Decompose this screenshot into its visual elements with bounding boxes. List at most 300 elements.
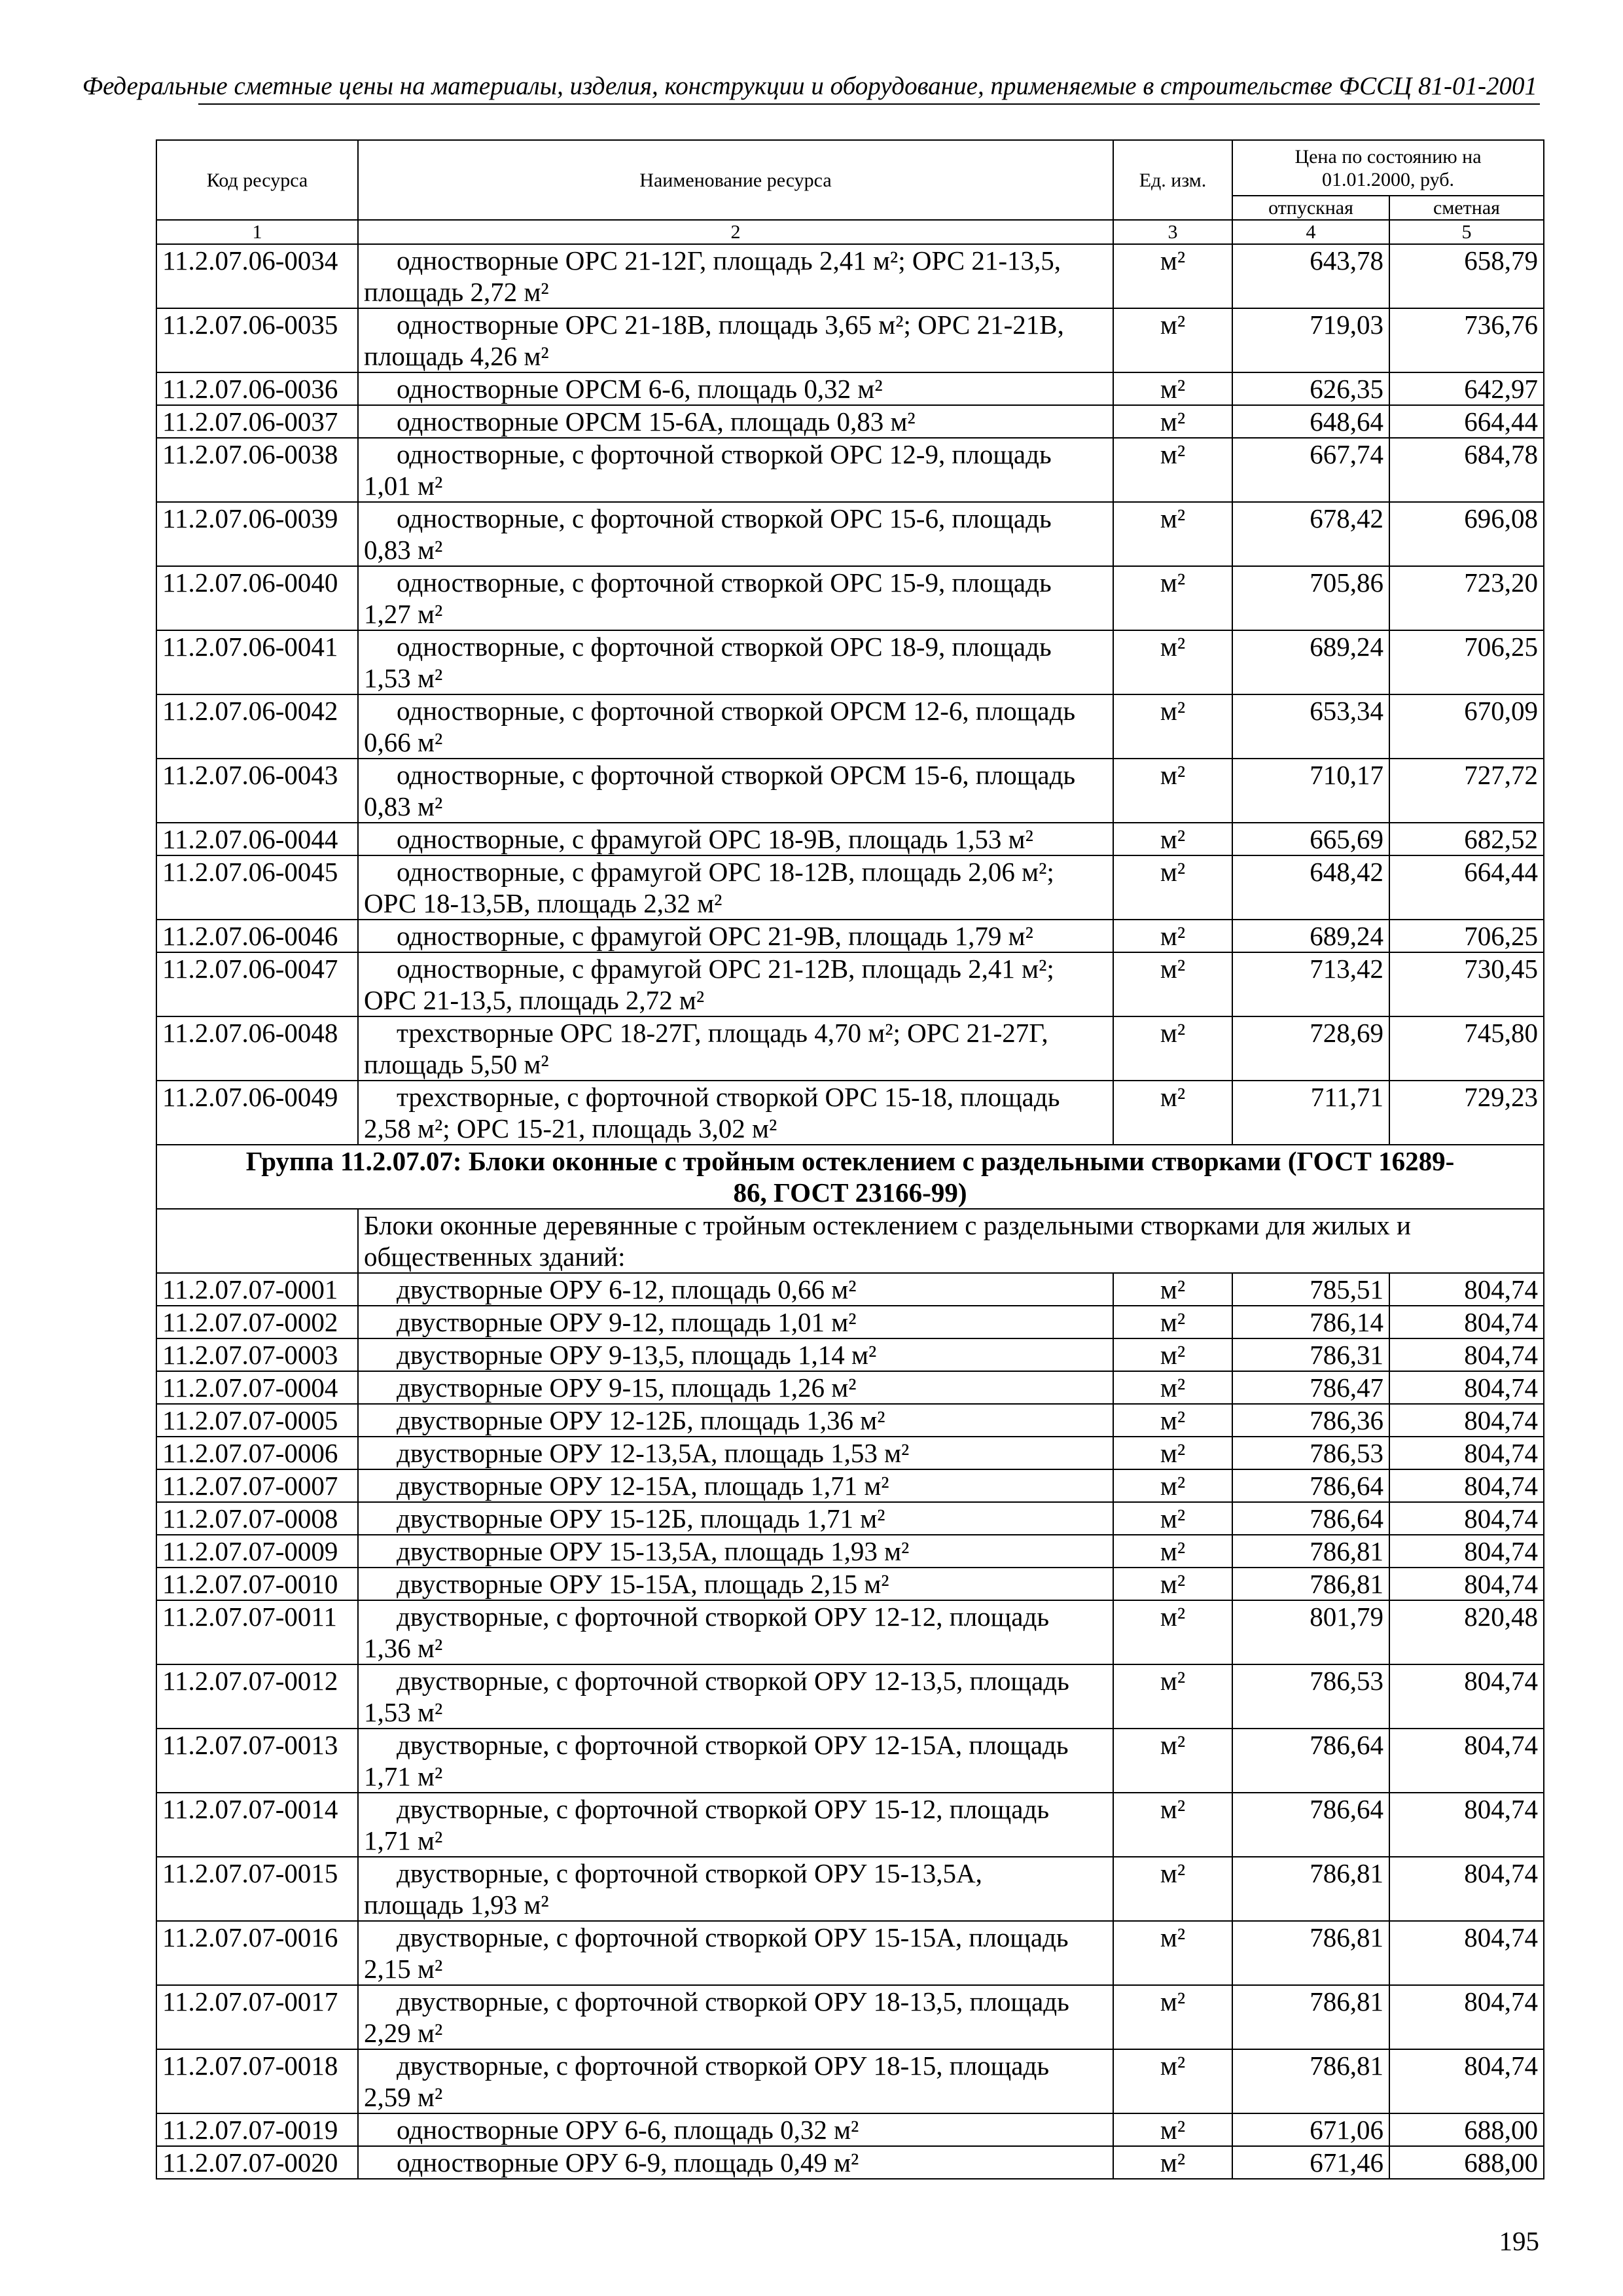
- resource-code-cell: 11.2.07.06-0034: [156, 244, 358, 308]
- column-header-release-price: отпускная: [1232, 196, 1389, 220]
- unit-cell: м²: [1113, 1793, 1232, 1857]
- header-rule: [198, 103, 1540, 105]
- resource-name-line: 0,83 м²: [364, 791, 443, 821]
- estimate-price-cell: 729,23: [1389, 1081, 1544, 1145]
- estimate-price-cell: 727,72: [1389, 759, 1544, 823]
- resource-name-line: двустворные, с форточной створкой ОРУ 12-13,5, площадь: [397, 1666, 1069, 1696]
- estimate-price-cell: 804,74: [1389, 1437, 1544, 1469]
- estimate-price-cell: 658,79: [1389, 244, 1544, 308]
- estimate-price-cell: 804,74: [1389, 1729, 1544, 1793]
- unit-cell: м²: [1113, 1664, 1232, 1729]
- group-note-line: Блоки оконные деревянные с тройным остеклением с раздельными створками для жилых и: [364, 1210, 1411, 1240]
- unit-cell: м²: [1113, 855, 1232, 920]
- resource-code-cell: 11.2.07.06-0045: [156, 855, 358, 920]
- resource-code-cell: 11.2.07.07-0007: [156, 1469, 358, 1502]
- group-heading-row: [156, 1145, 1544, 1209]
- unit-cell: м²: [1113, 1921, 1232, 1985]
- resource-name-cell: [358, 1502, 1113, 1535]
- release-price-cell: 653,34: [1232, 694, 1389, 759]
- resource-name-cell: [358, 1985, 1113, 2049]
- resource-name-line: площадь 4,26 м²: [364, 341, 549, 371]
- estimate-price-cell: 804,74: [1389, 1857, 1544, 1921]
- resource-name-cell: [358, 502, 1113, 566]
- price-group-line: Цена по состоянию на: [1294, 145, 1482, 168]
- unit-cell: м²: [1113, 1985, 1232, 2049]
- resource-price-table: [156, 139, 1544, 2179]
- resource-name-cell: [358, 1535, 1113, 1568]
- estimate-price-cell: 730,45: [1389, 952, 1544, 1016]
- estimate-price-cell: 804,74: [1389, 1338, 1544, 1371]
- unit-cell: м²: [1113, 1600, 1232, 1664]
- resource-code-cell: 11.2.07.06-0041: [156, 630, 358, 694]
- resource-code-cell: 11.2.07.06-0043: [156, 759, 358, 823]
- unit-cell: м²: [1113, 405, 1232, 438]
- table-body: [156, 244, 1544, 2179]
- unit-cell: м²: [1113, 308, 1232, 372]
- resource-name-line: двустворные ОРУ 6-12, площадь 0,66 м²: [397, 1274, 857, 1304]
- resource-code-cell: 11.2.07.06-0040: [156, 566, 358, 630]
- resource-name-line: одностворные ОРСМ 6-6, площадь 0,32 м²: [397, 374, 883, 404]
- resource-name-cell: [358, 1729, 1113, 1793]
- table-row: [156, 1985, 1544, 2049]
- unit-cell: м²: [1113, 823, 1232, 855]
- resource-name-line: одностворные, с форточной створкой ОРС 18-9, площадь: [397, 632, 1052, 662]
- unit-cell: м²: [1113, 2049, 1232, 2113]
- resource-name-line: двустворные ОРУ 15-15А, площадь 2,15 м²: [397, 1569, 889, 1599]
- unit-cell: м²: [1113, 1306, 1232, 1338]
- resource-name-cell: [358, 2049, 1113, 2113]
- resource-name-line: 2,59 м²: [364, 2082, 443, 2112]
- resource-name-line: одностворные, с форточной створкой ОРСМ 12-6, площадь: [397, 696, 1076, 726]
- estimate-price-cell: 670,09: [1389, 694, 1544, 759]
- unit-cell: м²: [1113, 630, 1232, 694]
- unit-cell: м²: [1113, 2113, 1232, 2146]
- table-header: [156, 140, 1544, 244]
- estimate-price-cell: 664,44: [1389, 405, 1544, 438]
- resource-name-line: площадь 1,93 м²: [364, 1890, 549, 1920]
- resource-name-cell: [358, 1404, 1113, 1437]
- group-heading-line: Группа 11.2.07.07: Блоки оконные с тройным остеклением с раздельными створками (ГОСТ 16289-: [245, 1146, 1455, 1176]
- resource-name-line: одностворные, с форточной створкой ОРС 12-9, площадь: [397, 439, 1052, 469]
- table-row: [156, 1664, 1544, 1729]
- resource-code-cell: 11.2.07.07-0015: [156, 1857, 358, 1921]
- resource-code-cell: 11.2.07.07-0006: [156, 1437, 358, 1469]
- column-header-estimate-price: сметная: [1389, 196, 1544, 220]
- release-price-cell: 786,53: [1232, 1664, 1389, 1729]
- release-price-cell: 705,86: [1232, 566, 1389, 630]
- estimate-price-cell: 804,74: [1389, 1793, 1544, 1857]
- release-price-cell: 678,42: [1232, 502, 1389, 566]
- resource-name-line: двустворные, с форточной створкой ОРУ 18-15, площадь: [397, 2051, 1050, 2081]
- release-price-cell: 786,31: [1232, 1338, 1389, 1371]
- resource-name-cell: [358, 438, 1113, 502]
- resource-name-cell: [358, 244, 1113, 308]
- group-note-line: общественных зданий:: [364, 1242, 626, 1272]
- resource-name-cell: [358, 1273, 1113, 1306]
- resource-code-cell: 11.2.07.07-0018: [156, 2049, 358, 2113]
- resource-name-cell: [358, 1857, 1113, 1921]
- estimate-price-cell: 723,20: [1389, 566, 1544, 630]
- estimate-price-cell: 804,74: [1389, 1921, 1544, 1985]
- release-price-cell: 786,64: [1232, 1729, 1389, 1793]
- page-number: 195: [1499, 2226, 1539, 2256]
- unit-cell: м²: [1113, 244, 1232, 308]
- resource-code-cell: 11.2.07.07-0002: [156, 1306, 358, 1338]
- unit-cell: м²: [1113, 1857, 1232, 1921]
- release-price-cell: 786,47: [1232, 1371, 1389, 1404]
- column-number: 1: [156, 220, 358, 244]
- resource-code-cell: 11.2.07.07-0013: [156, 1729, 358, 1793]
- resource-name-cell: [358, 1793, 1113, 1857]
- release-price-cell: 786,81: [1232, 2049, 1389, 2113]
- unit-cell: м²: [1113, 1404, 1232, 1437]
- release-price-cell: 785,51: [1232, 1273, 1389, 1306]
- table-row: [156, 1793, 1544, 1857]
- release-price-cell: 786,81: [1232, 1535, 1389, 1568]
- resource-name-line: трехстворные ОРС 18-27Г, площадь 4,70 м²; ОРС 21-27Г,: [397, 1018, 1048, 1048]
- resource-code-cell: 11.2.07.06-0049: [156, 1081, 358, 1145]
- resource-name-line: одностворные, с форточной створкой ОРС 15-6, площадь: [397, 503, 1052, 533]
- resource-name-cell: [358, 823, 1113, 855]
- resource-name-line: одностворные ОРС 21-18В, площадь 3,65 м²; ОРС 21-21В,: [397, 310, 1064, 340]
- release-price-cell: 689,24: [1232, 630, 1389, 694]
- resource-code-cell: 11.2.07.06-0042: [156, 694, 358, 759]
- estimate-price-cell: 804,74: [1389, 1273, 1544, 1306]
- resource-code-cell: 11.2.07.07-0008: [156, 1502, 358, 1535]
- resource-code-cell: 11.2.07.07-0004: [156, 1371, 358, 1404]
- release-price-cell: 786,81: [1232, 1857, 1389, 1921]
- resource-name-line: 1,53 м²: [364, 1697, 443, 1727]
- resource-code-cell: 11.2.07.06-0047: [156, 952, 358, 1016]
- release-price-cell: 786,36: [1232, 1404, 1389, 1437]
- table-row: [156, 1600, 1544, 1664]
- resource-name-line: одностворные ОРУ 6-6, площадь 0,32 м²: [397, 2115, 859, 2145]
- table-row: [156, 244, 1544, 308]
- table-row: [156, 438, 1544, 502]
- resource-name-line: двустворные, с форточной створкой ОРУ 15-12, площадь: [397, 1794, 1050, 1824]
- resource-name-cell: [358, 630, 1113, 694]
- release-price-cell: 665,69: [1232, 823, 1389, 855]
- resource-name-line: трехстворные, с форточной створкой ОРС 15-18, площадь: [397, 1082, 1060, 1112]
- resource-code-cell: 11.2.07.07-0009: [156, 1535, 358, 1568]
- resource-name-line: 1,01 м²: [364, 471, 443, 501]
- release-price-cell: 689,24: [1232, 920, 1389, 952]
- resource-code-cell: 11.2.07.07-0019: [156, 2113, 358, 2146]
- release-price-cell: 786,64: [1232, 1793, 1389, 1857]
- release-price-cell: 786,64: [1232, 1502, 1389, 1535]
- table-row: [156, 308, 1544, 372]
- estimate-price-cell: 664,44: [1389, 855, 1544, 920]
- resource-code-cell: 11.2.07.06-0037: [156, 405, 358, 438]
- estimate-price-cell: 804,74: [1389, 1404, 1544, 1437]
- release-price-cell: 648,42: [1232, 855, 1389, 920]
- table-row: [156, 1469, 1544, 1502]
- release-price-cell: 719,03: [1232, 308, 1389, 372]
- column-header-price-group: [1232, 140, 1544, 196]
- resource-name-line: 2,15 м²: [364, 1954, 443, 1984]
- table-row: [156, 1081, 1544, 1145]
- table-row: [156, 1306, 1544, 1338]
- group-heading-cell: [156, 1145, 1544, 1209]
- column-header-unit: Ед. изм.: [1113, 140, 1232, 220]
- resource-code-cell: 11.2.07.07-0016: [156, 1921, 358, 1985]
- resource-name-line: одностворные ОРУ 6-9, площадь 0,49 м²: [397, 2147, 859, 2178]
- resource-code-cell: 11.2.07.07-0017: [156, 1985, 358, 2049]
- resource-name-cell: [358, 566, 1113, 630]
- table-row: [156, 2146, 1544, 2179]
- unit-cell: м²: [1113, 759, 1232, 823]
- unit-cell: м²: [1113, 1371, 1232, 1404]
- column-header-code: Код ресурса: [156, 140, 358, 220]
- resource-name-line: 0,66 м²: [364, 727, 443, 757]
- table-row: [156, 1338, 1544, 1371]
- unit-cell: м²: [1113, 1502, 1232, 1535]
- release-price-cell: 667,74: [1232, 438, 1389, 502]
- table-row: [156, 1273, 1544, 1306]
- resource-code-cell: 11.2.07.06-0038: [156, 438, 358, 502]
- resource-name-line: двустворные, с форточной створкой ОРУ 18-13,5, площадь: [397, 1986, 1069, 2017]
- resource-code-cell: 11.2.07.07-0012: [156, 1664, 358, 1729]
- resource-name-line: ОРС 18-13,5В, площадь 2,32 м²: [364, 888, 722, 918]
- release-price-cell: 786,53: [1232, 1437, 1389, 1469]
- resource-name-line: двустворные ОРУ 9-12, площадь 1,01 м²: [397, 1307, 857, 1337]
- resource-code-cell: 11.2.07.07-0011: [156, 1600, 358, 1664]
- unit-cell: м²: [1113, 372, 1232, 405]
- table-row: [156, 1404, 1544, 1437]
- column-number: 2: [358, 220, 1113, 244]
- estimate-price-cell: 804,74: [1389, 1469, 1544, 1502]
- resource-code-cell: 11.2.07.07-0003: [156, 1338, 358, 1371]
- release-price-cell: 786,81: [1232, 1921, 1389, 1985]
- table-row: [156, 1437, 1544, 1469]
- resource-name-line: одностворные, с фрамугой ОРС 21-12В, площадь 2,41 м²;: [397, 954, 1054, 984]
- resource-name-cell: [358, 694, 1113, 759]
- release-price-cell: 728,69: [1232, 1016, 1389, 1081]
- estimate-price-cell: 706,25: [1389, 630, 1544, 694]
- release-price-cell: 713,42: [1232, 952, 1389, 1016]
- release-price-cell: 710,17: [1232, 759, 1389, 823]
- running-header: Федеральные сметные цены на материалы, изделия, конструкции и оборудование, применяемые в строительстве ФССЦ 81-01-2001: [82, 72, 1537, 100]
- price-group-line: 01.01.2000, руб.: [1322, 168, 1454, 190]
- resource-code-cell: 11.2.07.06-0048: [156, 1016, 358, 1081]
- release-price-cell: 786,81: [1232, 1985, 1389, 2049]
- resource-name-cell: [358, 1081, 1113, 1145]
- resource-name-cell: [358, 855, 1113, 920]
- group-note-cell: [358, 1209, 1544, 1273]
- resource-name-line: двустворные ОРУ 12-13,5А, площадь 1,53 м²: [397, 1438, 910, 1468]
- release-price-cell: 786,81: [1232, 1568, 1389, 1600]
- resource-name-cell: [358, 1338, 1113, 1371]
- estimate-price-cell: 682,52: [1389, 823, 1544, 855]
- resource-name-line: двустворные, с форточной створкой ОРУ 15-15А, площадь: [397, 1922, 1069, 1952]
- resource-name-line: 1,53 м²: [364, 663, 443, 693]
- release-price-cell: 648,64: [1232, 405, 1389, 438]
- column-number: 5: [1389, 220, 1544, 244]
- release-price-cell: 786,14: [1232, 1306, 1389, 1338]
- group-note-row: [156, 1209, 1544, 1273]
- estimate-price-cell: 706,25: [1389, 920, 1544, 952]
- resource-name-line: ОРС 21-13,5, площадь 2,72 м²: [364, 985, 705, 1015]
- resource-name-line: одностворные, с форточной створкой ОРСМ 15-6, площадь: [397, 760, 1076, 790]
- resource-name-line: площадь 5,50 м²: [364, 1049, 549, 1079]
- resource-name-line: двустворные ОРУ 15-13,5А, площадь 1,93 м²: [397, 1536, 910, 1566]
- unit-cell: м²: [1113, 566, 1232, 630]
- resource-name-line: двустворные ОРУ 12-15А, площадь 1,71 м²: [397, 1471, 889, 1501]
- unit-cell: м²: [1113, 920, 1232, 952]
- unit-cell: м²: [1113, 502, 1232, 566]
- table-row: [156, 1535, 1544, 1568]
- estimate-price-cell: 688,00: [1389, 2146, 1544, 2179]
- group-heading-line: 86, ГОСТ 23166-99): [733, 1177, 967, 1208]
- resource-name-cell: [358, 920, 1113, 952]
- column-number: 4: [1232, 220, 1389, 244]
- release-price-cell: 786,64: [1232, 1469, 1389, 1502]
- table-row: [156, 694, 1544, 759]
- estimate-price-cell: 804,74: [1389, 1568, 1544, 1600]
- resource-name-line: 1,71 м²: [364, 1825, 443, 1856]
- resource-name-line: одностворные, с фрамугой ОРС 18-9В, площадь 1,53 м²: [397, 824, 1033, 854]
- table-row: [156, 1502, 1544, 1535]
- table-row: [156, 630, 1544, 694]
- resource-name-cell: [358, 759, 1113, 823]
- resource-name-cell: [358, 1371, 1113, 1404]
- table-row: [156, 2049, 1544, 2113]
- unit-cell: м²: [1113, 1568, 1232, 1600]
- resource-name-line: одностворные ОРС 21-12Г, площадь 2,41 м²; ОРС 21-13,5,: [397, 245, 1061, 276]
- estimate-price-cell: 804,74: [1389, 1664, 1544, 1729]
- unit-cell: м²: [1113, 694, 1232, 759]
- table-row: [156, 920, 1544, 952]
- table-row: [156, 759, 1544, 823]
- table-row: [156, 1857, 1544, 1921]
- resource-name-line: двустворные, с форточной створкой ОРУ 12-12, площадь: [397, 1602, 1050, 1632]
- release-price-cell: 671,06: [1232, 2113, 1389, 2146]
- table-row: [156, 405, 1544, 438]
- estimate-price-cell: 642,97: [1389, 372, 1544, 405]
- resource-name-cell: [358, 405, 1113, 438]
- resource-name-line: 1,27 м²: [364, 599, 443, 629]
- resource-name-line: 2,58 м²; ОРС 15-21, площадь 3,02 м²: [364, 1113, 777, 1143]
- table-row: [156, 1568, 1544, 1600]
- release-price-cell: 711,71: [1232, 1081, 1389, 1145]
- column-number-row: [156, 220, 1544, 244]
- resource-code-cell: 11.2.07.06-0044: [156, 823, 358, 855]
- release-price-cell: 643,78: [1232, 244, 1389, 308]
- resource-name-cell: [358, 1921, 1113, 1985]
- release-price-cell: 671,46: [1232, 2146, 1389, 2179]
- resource-name-line: 1,71 м²: [364, 1761, 443, 1791]
- resource-code-cell: 11.2.07.06-0046: [156, 920, 358, 952]
- resource-name-line: двустворные, с форточной створкой ОРУ 15-13,5А,: [397, 1858, 982, 1888]
- table-row: [156, 566, 1544, 630]
- resource-name-cell: [358, 372, 1113, 405]
- estimate-price-cell: 736,76: [1389, 308, 1544, 372]
- resource-name-line: двустворные ОРУ 15-12Б, площадь 1,71 м²: [397, 1503, 885, 1534]
- resource-name-line: одностворные, с форточной створкой ОРС 15-9, площадь: [397, 567, 1052, 598]
- unit-cell: м²: [1113, 1729, 1232, 1793]
- resource-name-cell: [358, 1306, 1113, 1338]
- resource-name-line: 0,83 м²: [364, 535, 443, 565]
- resource-name-line: одностворные, с фрамугой ОРС 21-9В, площадь 1,79 м²: [397, 921, 1033, 951]
- table-row: [156, 1371, 1544, 1404]
- empty-code-cell: [156, 1209, 358, 1273]
- table-row: [156, 1921, 1544, 1985]
- unit-cell: м²: [1113, 1016, 1232, 1081]
- resource-name-line: двустворные ОРУ 9-15, площадь 1,26 м²: [397, 1372, 857, 1403]
- resource-code-cell: 11.2.07.06-0036: [156, 372, 358, 405]
- unit-cell: м²: [1113, 952, 1232, 1016]
- resource-code-cell: 11.2.07.06-0035: [156, 308, 358, 372]
- release-price-cell: 626,35: [1232, 372, 1389, 405]
- resource-code-cell: 11.2.07.07-0005: [156, 1404, 358, 1437]
- unit-cell: м²: [1113, 1437, 1232, 1469]
- estimate-price-cell: 804,74: [1389, 1371, 1544, 1404]
- resource-name-line: площадь 2,72 м²: [364, 277, 549, 307]
- unit-cell: м²: [1113, 2146, 1232, 2179]
- resource-name-cell: [358, 1664, 1113, 1729]
- resource-name-cell: [358, 1437, 1113, 1469]
- unit-cell: м²: [1113, 1273, 1232, 1306]
- estimate-price-cell: 804,74: [1389, 1535, 1544, 1568]
- resource-code-cell: 11.2.07.06-0039: [156, 502, 358, 566]
- unit-cell: м²: [1113, 1081, 1232, 1145]
- estimate-price-cell: 804,74: [1389, 1502, 1544, 1535]
- resource-name-cell: [358, 308, 1113, 372]
- resource-name-cell: [358, 1016, 1113, 1081]
- resource-code-cell: 11.2.07.07-0001: [156, 1273, 358, 1306]
- header-row: [156, 140, 1544, 196]
- column-header-name: Наименование ресурса: [358, 140, 1113, 220]
- resource-code-cell: 11.2.07.07-0020: [156, 2146, 358, 2179]
- unit-cell: м²: [1113, 1535, 1232, 1568]
- resource-name-line: 2,29 м²: [364, 2018, 443, 2048]
- table-row: [156, 855, 1544, 920]
- column-number: 3: [1113, 220, 1232, 244]
- resource-name-line: одностворные ОРСМ 15-6А, площадь 0,83 м²: [397, 406, 916, 437]
- resource-name-cell: [358, 2113, 1113, 2146]
- estimate-price-cell: 684,78: [1389, 438, 1544, 502]
- estimate-price-cell: 696,08: [1389, 502, 1544, 566]
- estimate-price-cell: 745,80: [1389, 1016, 1544, 1081]
- table-row: [156, 823, 1544, 855]
- estimate-price-cell: 820,48: [1389, 1600, 1544, 1664]
- table-row: [156, 952, 1544, 1016]
- resource-name-cell: [358, 2146, 1113, 2179]
- resource-name-cell: [358, 1469, 1113, 1502]
- estimate-price-cell: 804,74: [1389, 1306, 1544, 1338]
- estimate-price-cell: 804,74: [1389, 1985, 1544, 2049]
- unit-cell: м²: [1113, 438, 1232, 502]
- resource-name-line: 1,36 м²: [364, 1633, 443, 1663]
- resource-name-cell: [358, 952, 1113, 1016]
- table-row: [156, 1729, 1544, 1793]
- table-row: [156, 1016, 1544, 1081]
- resource-name-cell: [358, 1568, 1113, 1600]
- resource-code-cell: 11.2.07.07-0010: [156, 1568, 358, 1600]
- table-row: [156, 372, 1544, 405]
- estimate-price-cell: 804,74: [1389, 2049, 1544, 2113]
- resource-name-line: двустворные, с форточной створкой ОРУ 12-15А, площадь: [397, 1730, 1069, 1760]
- estimate-price-cell: 688,00: [1389, 2113, 1544, 2146]
- table-row: [156, 2113, 1544, 2146]
- release-price-cell: 801,79: [1232, 1600, 1389, 1664]
- resource-name-line: двустворные ОРУ 12-12Б, площадь 1,36 м²: [397, 1405, 885, 1435]
- resource-code-cell: 11.2.07.07-0014: [156, 1793, 358, 1857]
- resource-name-line: двустворные ОРУ 9-13,5, площадь 1,14 м²: [397, 1340, 877, 1370]
- resource-name-cell: [358, 1600, 1113, 1664]
- table-row: [156, 502, 1544, 566]
- unit-cell: м²: [1113, 1469, 1232, 1502]
